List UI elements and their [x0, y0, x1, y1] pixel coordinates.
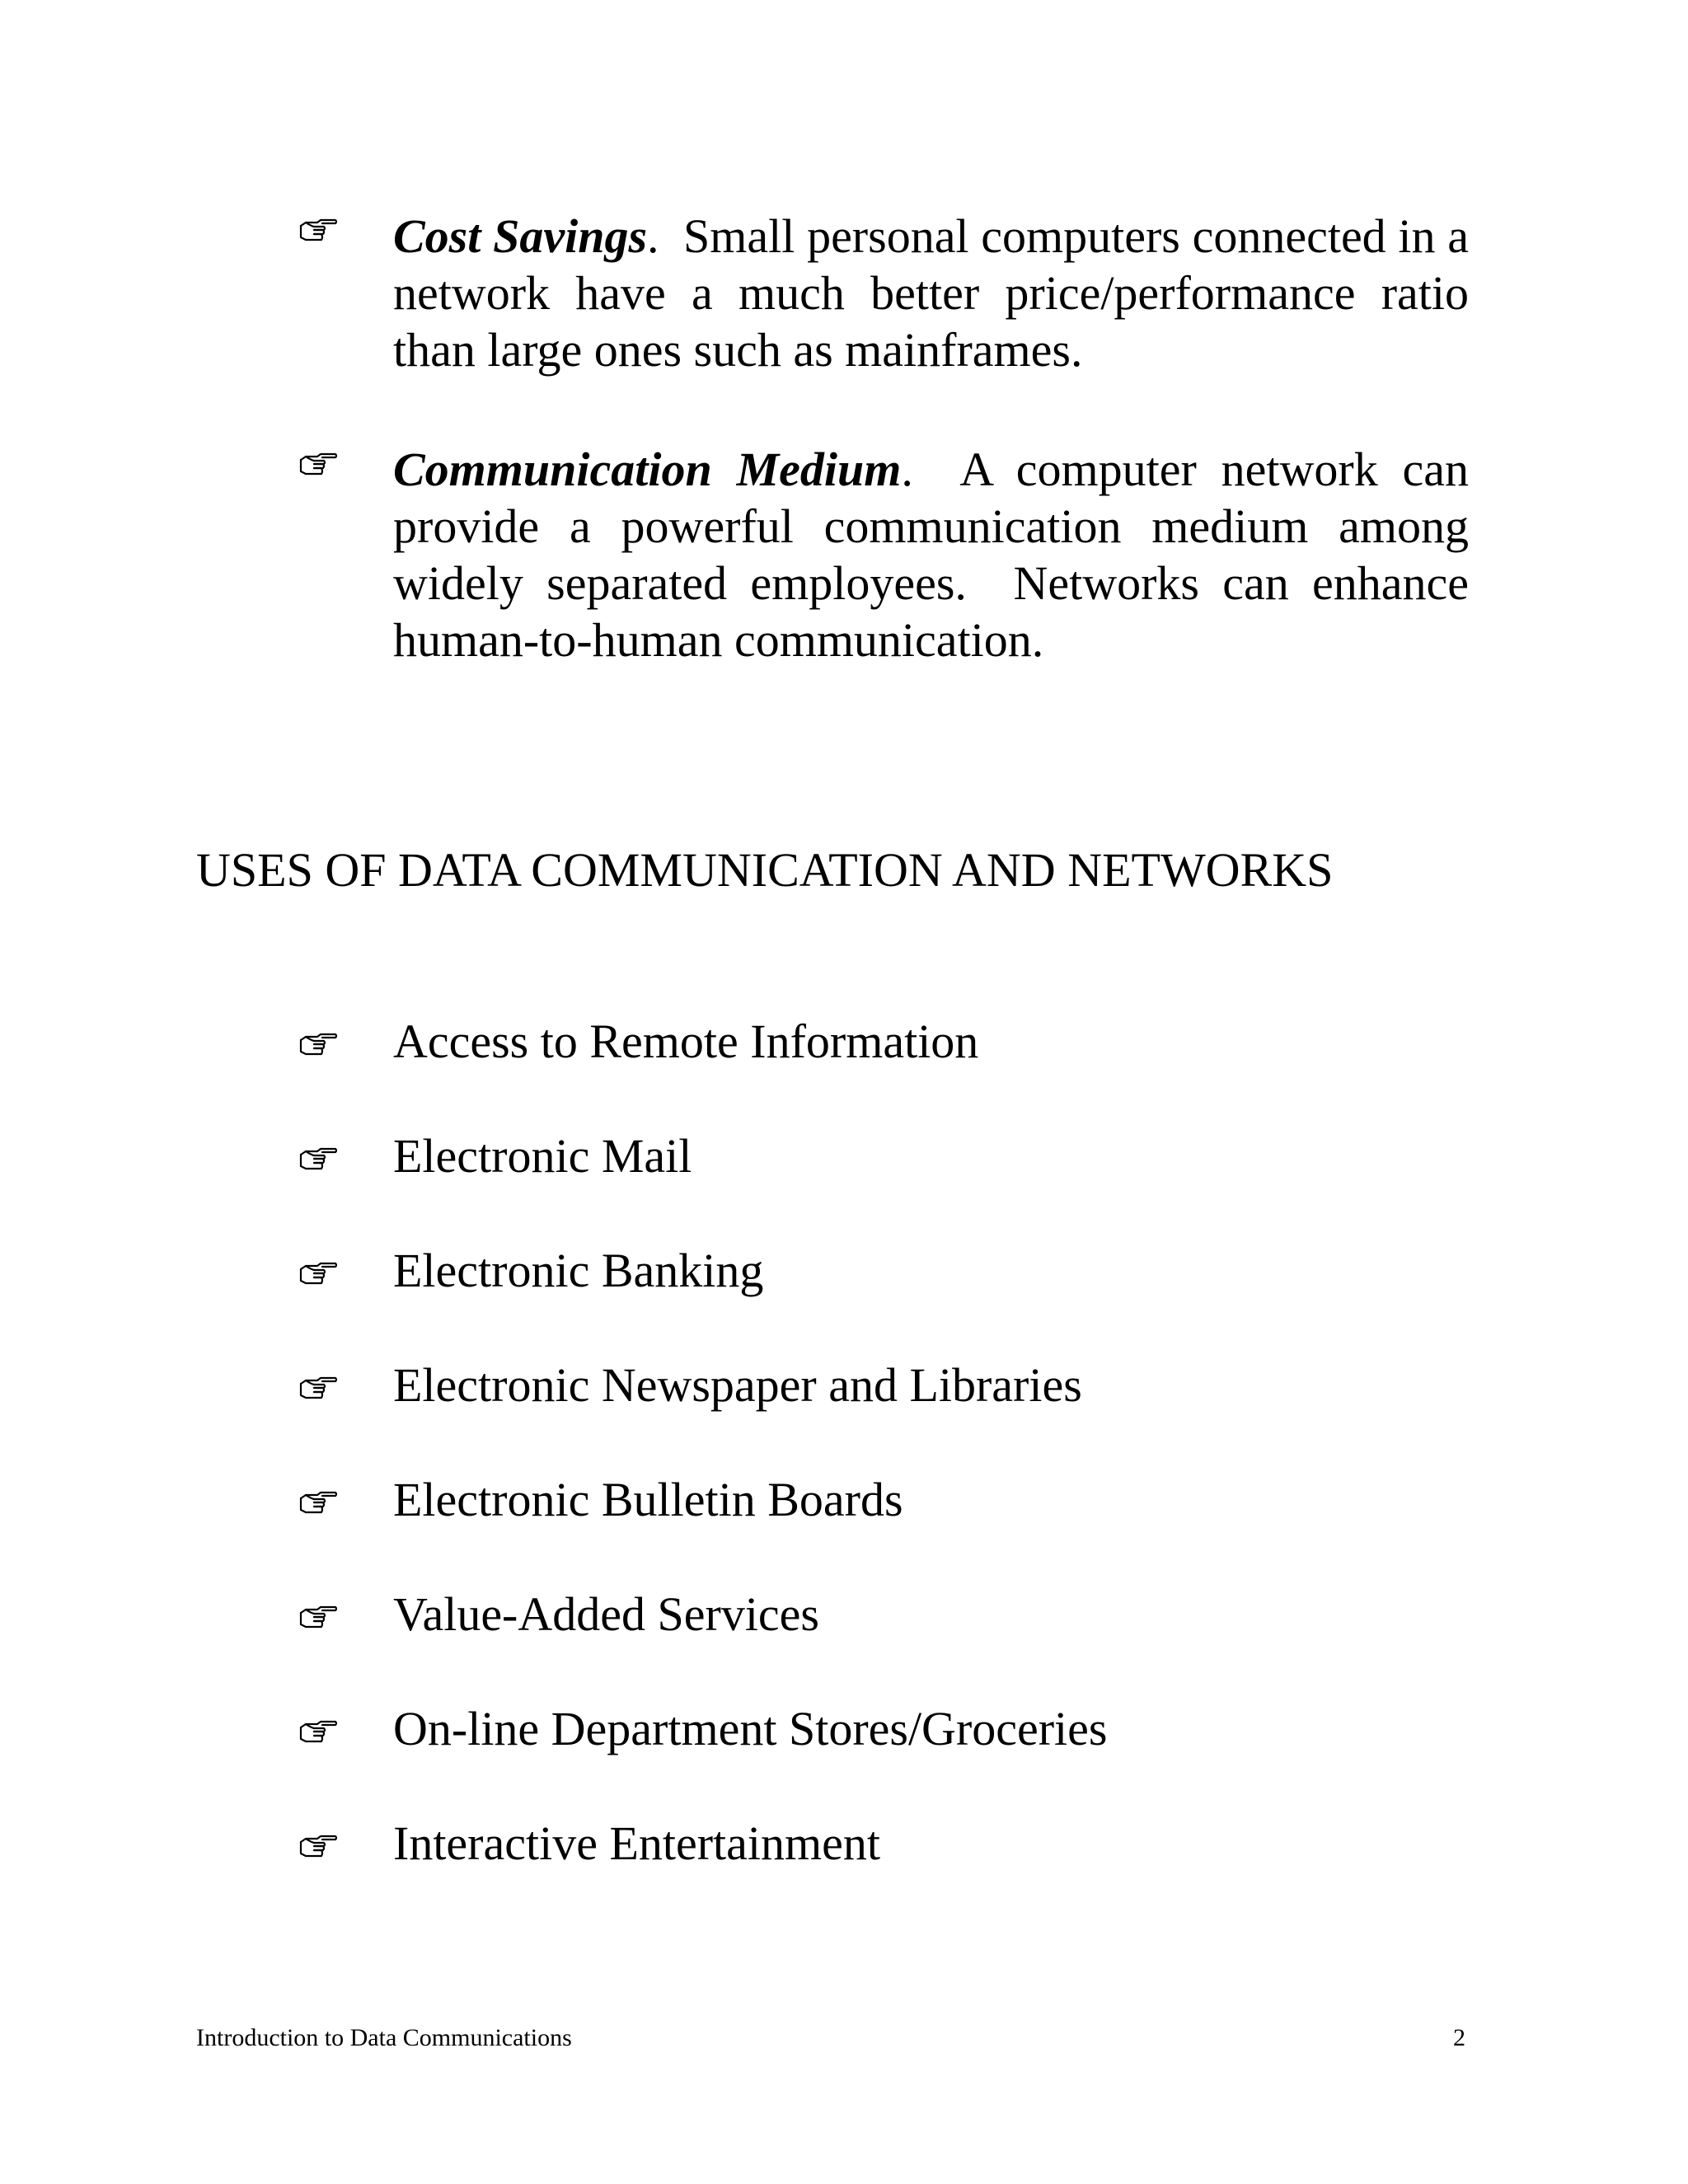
- section-heading: USES OF DATA COMMUNICATION AND NETWORKS: [196, 843, 1334, 897]
- footer-title: Introduction to Data Communications: [196, 2024, 572, 2051]
- list-item-text: Value-Added Services: [393, 1587, 819, 1641]
- benefit-text: Small personal computers connected in a network have a much better price/performance ratio than large ones such as mainframes.: [393, 209, 1481, 377]
- benefit-text: A computer network can provide a powerful communication medium among widely separated employees. Networks can enhance human-to-human communication.: [393, 443, 1481, 667]
- benefit-paragraph: [393, 441, 1481, 668]
- benefit-term-period: .: [901, 443, 913, 496]
- list-item-text: Electronic Newspaper and Libraries: [393, 1358, 1082, 1412]
- benefit-term-period: .: [647, 209, 659, 263]
- pointing-hand-icon: [299, 1032, 337, 1057]
- page-number: 2: [1453, 2024, 1465, 2051]
- list-item-text: On-line Department Stores/Groceries: [393, 1702, 1108, 1755]
- pointing-hand-icon: [299, 1490, 337, 1515]
- list-item-text: Electronic Banking: [393, 1244, 764, 1297]
- pointing-hand-icon: [299, 218, 337, 242]
- pointing-hand-icon: [299, 452, 337, 476]
- list-item-text: Electronic Bulletin Boards: [393, 1473, 903, 1526]
- pointing-hand-icon: [299, 1376, 337, 1400]
- list-item-text: Access to Remote Information: [393, 1015, 979, 1068]
- pointing-hand-icon: [299, 1146, 337, 1171]
- list-item-text: Electronic Mail: [393, 1129, 692, 1183]
- pointing-hand-icon: [299, 1261, 337, 1286]
- benefit-term: Communication Medium: [393, 443, 902, 496]
- benefit-term: Cost Savings: [393, 209, 648, 263]
- list-item-text: Interactive Entertainment: [393, 1816, 880, 1870]
- pointing-hand-icon: [299, 1605, 337, 1629]
- pointing-hand-icon: [299, 1719, 337, 1744]
- pointing-hand-icon: [299, 1834, 337, 1858]
- benefit-paragraph: [393, 208, 1481, 378]
